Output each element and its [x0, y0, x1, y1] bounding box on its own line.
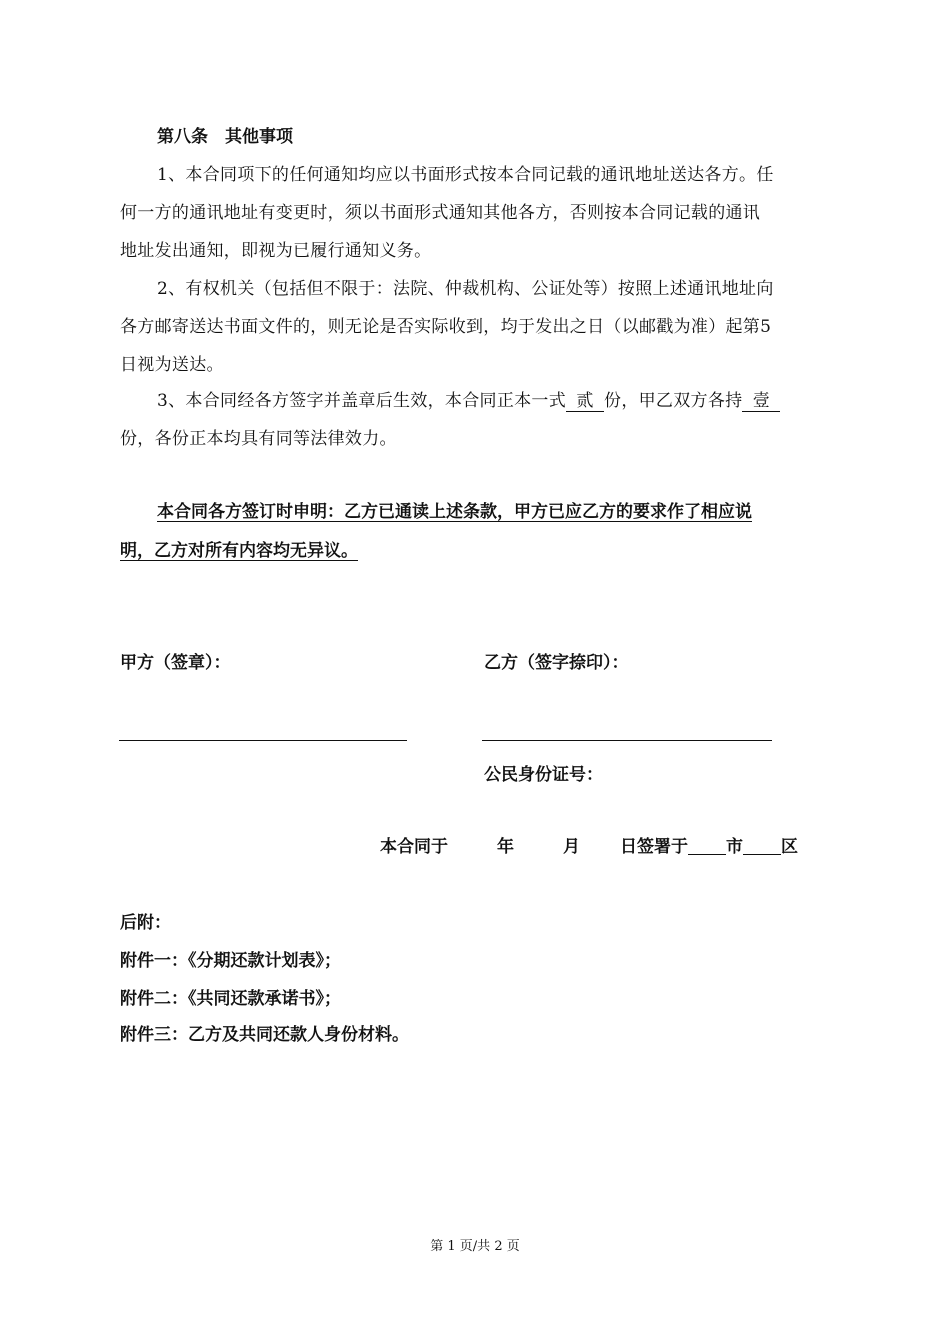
article-heading: 第八条 其他事项 [157, 127, 293, 147]
signing-district: 区 [781, 837, 798, 857]
signing-month: 月 [563, 837, 580, 857]
clause-2-line-1: 2、有权机关（包括但不限于：法院、仲裁机构、公证处等）按照上述通讯地址向 [157, 279, 774, 299]
attachments-title: 后附： [120, 913, 171, 933]
party-b-signature-line [482, 740, 772, 741]
signing-year: 年 [497, 837, 514, 857]
id-number-label: 公民身份证号： [484, 765, 603, 785]
district-blank [743, 838, 781, 855]
clause-3-line-2: 份，各份正本均具有同等法律效力。 [120, 429, 397, 449]
copies-each-field: 壹 [742, 391, 780, 412]
declaration-line-2: 明，乙方对所有内容均无异议。 [120, 541, 358, 561]
clause-1-line-1: 1、本合同项下的任何通知均应以书面形式按本合同记载的通讯地址送达各方。任 [157, 165, 774, 185]
attachment-item-2: 附件二：《共同还款承诺书》； [120, 989, 341, 1009]
declaration-line-1: 本合同各方签订时申明：乙方已通读上述条款，甲方已应乙方的要求作了相应说 [157, 502, 752, 522]
attachment-item-3: 附件三：乙方及共同还款人身份材料。 [120, 1025, 409, 1045]
party-b-label: 乙方（签字捺印）： [484, 653, 629, 673]
attachment-item-1: 附件一：《分期还款计划表》； [120, 951, 341, 971]
clause-3-text-b: 份，甲乙双方各持 [604, 391, 743, 411]
signing-city: 市 [726, 837, 743, 857]
signing-day-place: 日签署于 [620, 837, 688, 857]
clause-1-line-3: 地址发出通知，即视为已履行通知义务。 [120, 241, 432, 261]
clause-1-line-2: 何一方的通讯地址有变更时，须以书面形式通知其他各方，否则按本合同记载的通讯 [120, 203, 761, 223]
clause-3-line-1 [157, 386, 872, 412]
signing-prefix: 本合同于 [380, 837, 448, 857]
party-a-label: 甲方（签章）： [120, 653, 231, 673]
clause-3-text-a: 3、本合同经各方签字并盖章后生效，本合同正本一式 [157, 391, 567, 411]
clause-2-line-2: 各方邮寄送达书面文件的，则无论是否实际收到，均于发出之日（以邮戳为准）起第5 [120, 317, 772, 337]
signing-date-place [380, 832, 798, 857]
page-footer: 第 1 页/共 2 页 [430, 1239, 520, 1254]
copies-total-field: 贰 [566, 391, 604, 412]
city-blank [688, 838, 726, 855]
party-a-signature-line [119, 740, 407, 741]
clause-2-line-3: 日视为送达。 [120, 355, 224, 375]
